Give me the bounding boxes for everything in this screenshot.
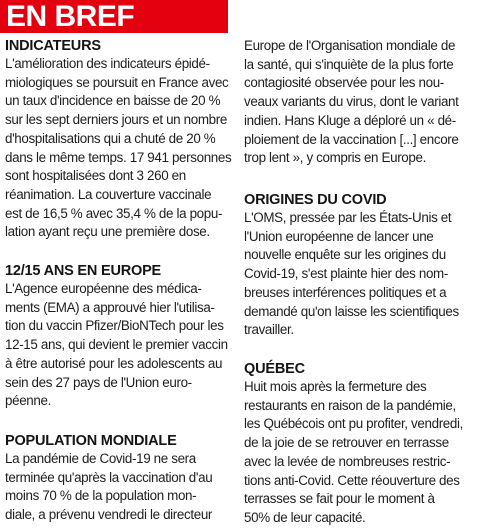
text-line: sont hospitalisées dont 3 260 en bbox=[5, 168, 186, 184]
text-line: trop lent », y compris en Europe. bbox=[244, 150, 426, 166]
text-line: nouvelle enquête sur les origines du bbox=[244, 247, 446, 263]
text-line: L'OMS, pressée par les États-Unis et bbox=[244, 210, 452, 225]
text-line: indien. Hans Kluge a déploré un « dé- bbox=[244, 112, 456, 128]
text-line: Covid-19, s'est plainte hier des nom- bbox=[244, 266, 448, 282]
text-line: Huit mois après la fermeture des bbox=[244, 379, 427, 394]
section-origines-du-covid bbox=[244, 191, 472, 340]
section-quebec bbox=[244, 360, 472, 528]
text-line: 12-15 ans, qui devient le premier vaccin bbox=[5, 337, 228, 353]
text-line: Europe de l'Organisation mondiale de bbox=[244, 38, 456, 53]
section-heading: QUÉBEC bbox=[244, 361, 305, 377]
text-line: de la joie de se retrouver en terrasse bbox=[244, 435, 449, 451]
section-body bbox=[244, 378, 472, 528]
section-heading: ORIGINES DU COVID bbox=[244, 192, 387, 208]
text-line: sur les sept derniers jours et un nombre bbox=[5, 112, 227, 128]
text-line: terminée qu'après la vaccination d'au bbox=[5, 469, 213, 485]
text-line: 50% de leur capacité. bbox=[244, 509, 366, 525]
text-line: péenne. bbox=[5, 393, 51, 409]
text-line: ments (EMA) a approuvé hier l'utilisa- bbox=[5, 299, 215, 315]
text-line: lation ayant reçu une première dose. bbox=[5, 224, 210, 240]
text-line: d'hospitalisations qui a chuté de 20 % bbox=[5, 130, 216, 146]
section-body bbox=[244, 37, 472, 168]
text-line: les Québécois ont pu profiter, vendredi, bbox=[244, 416, 463, 432]
en-bref-banner bbox=[0, 0, 228, 33]
section-body bbox=[5, 55, 233, 242]
banner-title: EN BREF bbox=[6, 0, 135, 33]
section-12-15-ans bbox=[5, 262, 233, 411]
text-line: miologiques se poursuit en France avec bbox=[5, 74, 229, 90]
text-line: breuses interférences politiques et a bbox=[244, 284, 447, 300]
text-line: réanimation. La couverture vaccinale bbox=[5, 186, 212, 202]
text-line: un taux d'incidence en baisse de 20 % bbox=[5, 93, 221, 109]
section-population-mondiale bbox=[5, 432, 233, 525]
section-body bbox=[244, 209, 472, 340]
text-line: veaux variants du virus, dont le variant bbox=[244, 94, 459, 110]
section-heading: POPULATION MONDIALE bbox=[5, 433, 177, 449]
text-line: à être autorisé pour les adolescents au bbox=[5, 355, 223, 371]
text-line: dans le même temps. 17 941 personnes bbox=[5, 149, 232, 165]
text-line: contagiosité observée pour les nou- bbox=[244, 75, 444, 91]
text-line: travailler. bbox=[244, 322, 294, 338]
text-line: ploiement de la vaccination [...] encore bbox=[244, 131, 459, 147]
text-line: tion du vaccin Pfizer/BioNTech pour les bbox=[5, 318, 224, 334]
section-heading: INDICATEURS bbox=[5, 38, 101, 54]
text-line: moins 70 % de la population mon- bbox=[5, 488, 197, 504]
text-line: restaurants en raison de la pandémie, bbox=[244, 397, 456, 413]
text-line: diale, a prévenu vendredi le directeur bbox=[5, 507, 213, 523]
section-body bbox=[5, 280, 233, 411]
text-line: sein des 27 pays de l'Union euro- bbox=[5, 374, 192, 390]
text-line: avec la levée de nombreuses restric- bbox=[244, 453, 451, 469]
text-line: L'amélioration des indicateurs épidé- bbox=[5, 56, 210, 71]
text-line: terrasses se fait pour le moment à bbox=[244, 491, 435, 507]
section-body bbox=[5, 450, 233, 525]
text-line: L'Agence européenne des médica- bbox=[5, 281, 202, 296]
text-line: est de 16,5 % avec 35,4 % de la popu- bbox=[5, 205, 223, 221]
section-heading: 12/15 ANS EN EUROPE bbox=[5, 263, 162, 279]
text-line: tions anti-Covid. Cette réouverture des bbox=[244, 472, 460, 488]
text-line: la santé, qui s'inquiète de la plus forte bbox=[244, 56, 454, 72]
text-line: demandé qu'on laisse les scientifiques bbox=[244, 303, 459, 319]
section-population-mondiale-continued bbox=[244, 37, 472, 168]
text-line: La pandémie de Covid-19 ne sera bbox=[5, 451, 196, 466]
text-line: l'Union européenne de lancer une bbox=[244, 228, 434, 244]
section-indicateurs bbox=[5, 37, 233, 242]
